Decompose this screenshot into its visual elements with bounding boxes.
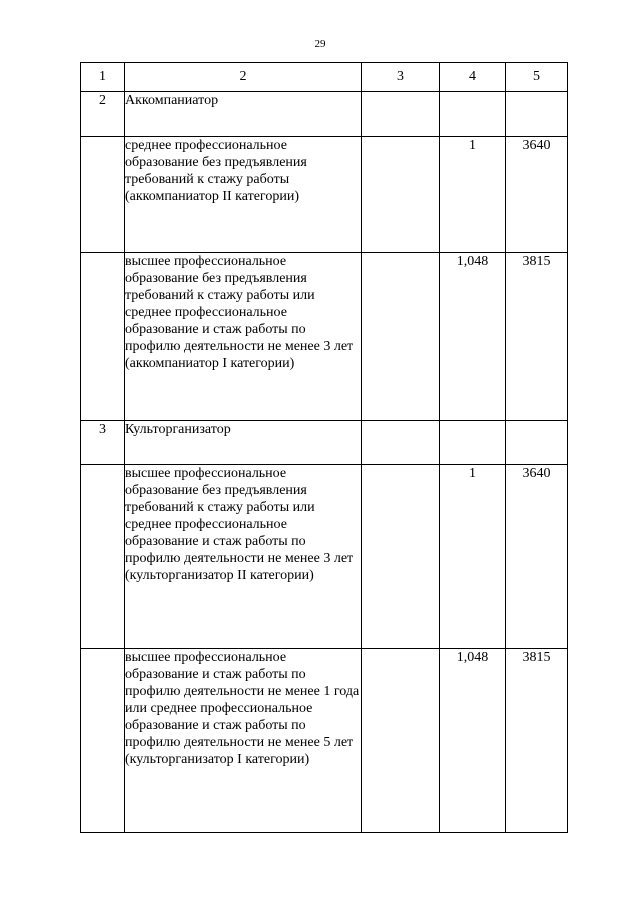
table-row — [81, 649, 568, 833]
table-row — [81, 137, 568, 253]
coefficient-cell: 1,048 — [440, 649, 506, 833]
table-row — [81, 465, 568, 649]
position-title: Культорганизатор — [125, 421, 362, 465]
row-number — [81, 253, 125, 421]
page-number: 29 — [314, 38, 326, 50]
salary-cell: 3815 — [506, 649, 568, 833]
row-number — [81, 649, 125, 833]
coefficient-cell: 1,048 — [440, 253, 506, 421]
table-header-row — [81, 63, 568, 92]
header-cell-1: 1 — [81, 63, 125, 92]
row-number — [81, 137, 125, 253]
table-row — [81, 92, 568, 137]
table-row — [81, 421, 568, 465]
qualification-text: высшее профессиональное образование без предъявления требований к стажу работы или среднее профессиональное образование и стаж работы по профилю деятельности не менее 3 лет (аккомпаниатор I категории) — [125, 253, 362, 421]
column-3-cell — [362, 465, 440, 649]
coefficient-cell — [440, 421, 506, 465]
position-title: Аккомпаниатор — [125, 92, 362, 137]
column-3-cell — [362, 649, 440, 833]
salary-cell — [506, 92, 568, 137]
salary-cell — [506, 421, 568, 465]
salary-cell: 3815 — [506, 253, 568, 421]
salary-cell: 3640 — [506, 465, 568, 649]
header-cell-3: 3 — [362, 63, 440, 92]
column-3-cell — [362, 421, 440, 465]
qualification-text: среднее профессиональное образование без предъявления требований к стажу работы (аккомпаниатор II категории) — [125, 137, 362, 253]
row-number: 2 — [81, 92, 125, 137]
header-cell-5: 5 — [506, 63, 568, 92]
header-cell-4: 4 — [440, 63, 506, 92]
header-cell-2: 2 — [125, 63, 362, 92]
coefficient-cell: 1 — [440, 465, 506, 649]
qualification-text: высшее профессиональное образование без предъявления требований к стажу работы или среднее профессиональное образование и стаж работы по профилю деятельности не менее 3 лет (культорганизатор II категории) — [125, 465, 362, 649]
table-row — [81, 253, 568, 421]
salary-table — [80, 62, 568, 833]
salary-cell: 3640 — [506, 137, 568, 253]
column-3-cell — [362, 253, 440, 421]
column-3-cell — [362, 92, 440, 137]
row-number: 3 — [81, 421, 125, 465]
row-number — [81, 465, 125, 649]
coefficient-cell — [440, 92, 506, 137]
column-3-cell — [362, 137, 440, 253]
coefficient-cell: 1 — [440, 137, 506, 253]
qualification-text: высшее профессиональное образование и стаж работы по профилю деятельности не менее 1 года или среднее профессиональное образование и стаж работы по профилю деятельности не менее 5 лет (культорганизатор I категории) — [125, 649, 362, 833]
